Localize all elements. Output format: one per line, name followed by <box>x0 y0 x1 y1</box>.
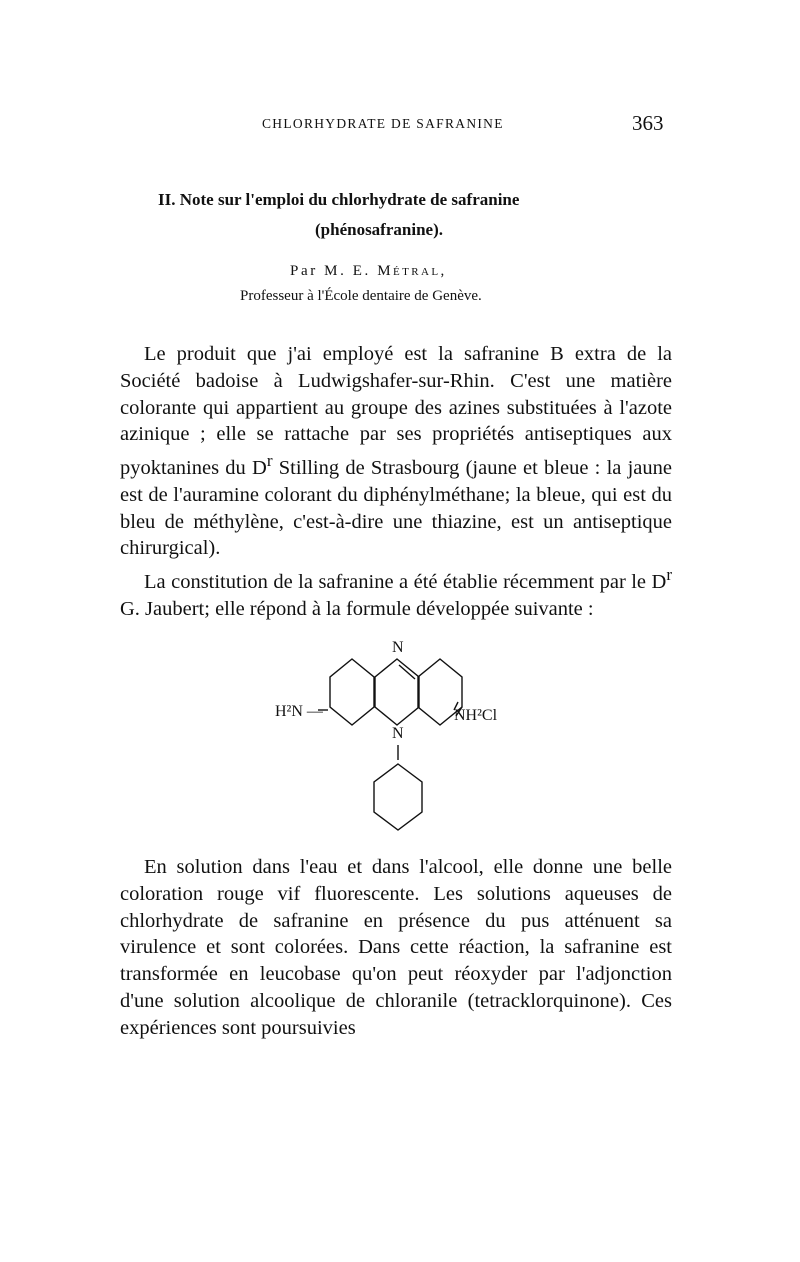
paragraph-1 <box>120 341 672 623</box>
sentence-3: Stilling de Strasbourg (jaune et bleue : la jaune est de l'auramine colorant du diphénylméthane; la bleue, qui est du bleu de méthylène, c'est-à-dire une thiazine, est un antiseptique chirurgical). <box>120 457 672 560</box>
section-title-line-2: (phénosafranine). <box>315 220 443 239</box>
running-head: CHLORHYDRATE DE SAFRANINE <box>262 116 504 131</box>
azine-ring-center <box>375 659 419 725</box>
sentence-1: Le produit que j'ai employé est la safranine B extra de la Société badoise à Ludwigshafer-sur-Rhin. <box>120 343 672 392</box>
author-name: Métral, <box>377 263 447 279</box>
structural-formula <box>270 640 500 840</box>
benzene-ring-left <box>330 659 374 725</box>
sentence-4a: La constitution de la safranine a été établie récemment par le D <box>144 571 667 594</box>
byline <box>290 263 447 280</box>
nitrogen-top-label: N <box>392 639 404 656</box>
phenyl-ring <box>374 764 422 830</box>
byline-prefix: Par M. E. <box>290 263 371 279</box>
superscript-r: r <box>266 451 273 471</box>
section-title-line-1: II. Note sur l'emploi du chlorhydrate de safranine <box>158 190 520 209</box>
paragraph-2 <box>120 854 672 1042</box>
section-title <box>158 185 678 245</box>
sentence-2: C'est une matière colorante qui appartient au groupe des azines substituées à l'azote azinique ; elle se rattache par ses propriétés antiseptiques aux pyoktanines du D <box>120 369 673 480</box>
safranine-structure-drawing <box>270 640 500 840</box>
superscript-r-2: r <box>666 565 672 585</box>
author-affiliation: Professeur à l'École dentaire de Genève. <box>240 288 482 304</box>
paragraph-1-part-b <box>120 562 672 622</box>
paragraph-2-text: En solution dans l'eau et dans l'alcool, elle donne une belle coloration rouge vif fluorescente. Les solutions aqueuses de chlorhydrate de safranine en présence du pus atténuent sa virulence et sont colorées. Dans cette réaction, la safranine est transformée en leucobase qu'on peut réoxyder par l'adjonction d'une solution alcoolique de chloranile (tetracklorquinone). Ces expériences sont poursuivies <box>120 856 672 1039</box>
sentence-4b: G. Jaubert; elle répond à la formule développée suivante : <box>120 597 594 620</box>
page-number: 363 <box>632 111 664 135</box>
paragraph-1-part-a <box>120 341 672 562</box>
iminium-chloride-label: NH²Cl <box>454 707 498 724</box>
nitrogen-bottom-label: N <box>392 725 404 742</box>
amino-group-label: H²N — <box>275 703 323 720</box>
